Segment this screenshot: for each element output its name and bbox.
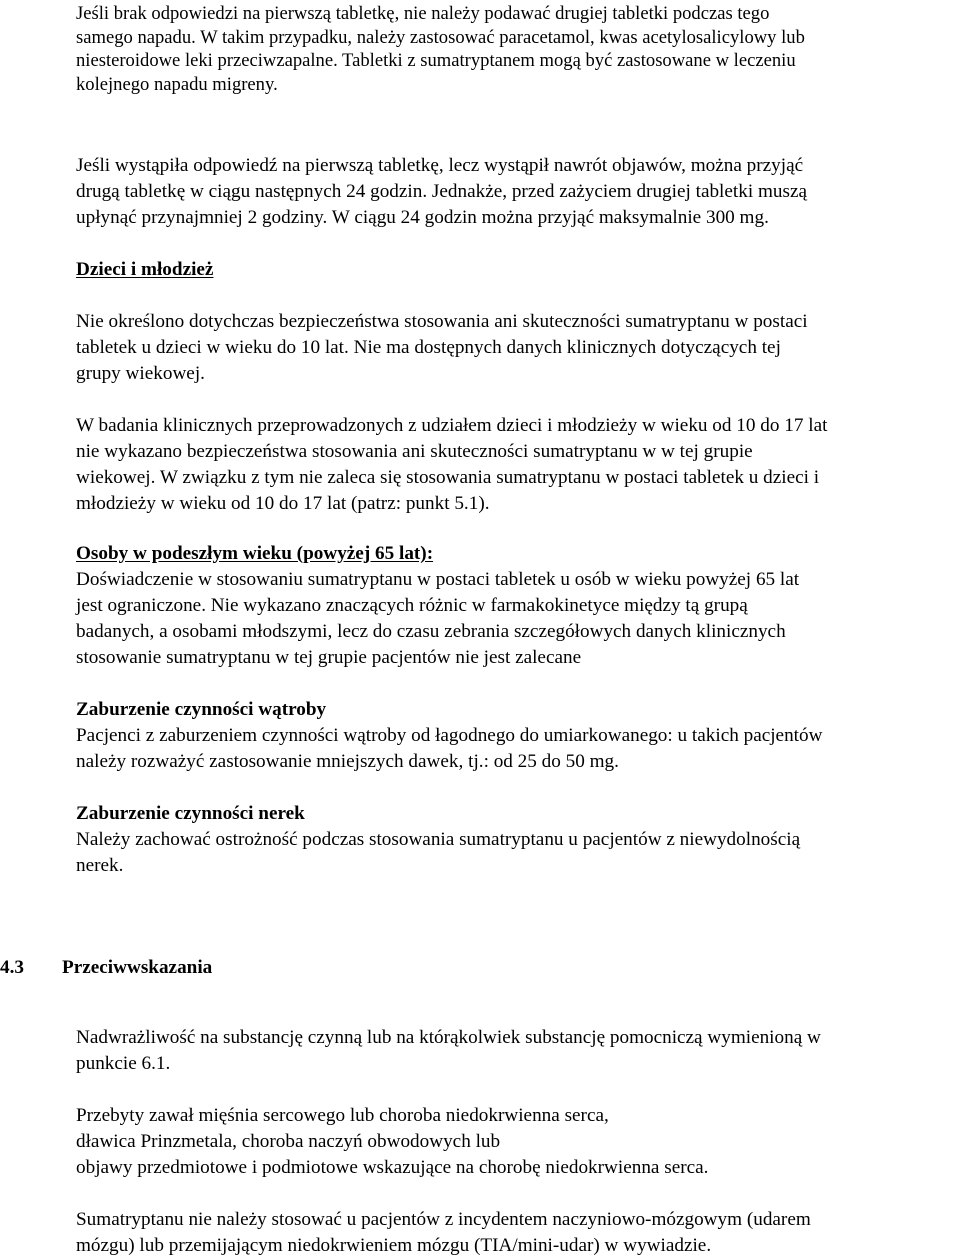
text-line: dławica Prinzmetala, choroba naczyń obwodowych lub (76, 1131, 501, 1152)
text-line: Sumatryptanu nie należy stosować u pacjentów z incydentem naczyniowo-mózgowym (udarem (76, 1209, 811, 1230)
elderly-heading: Osoby w podeszłym wieku (powyżej 65 lat): (76, 543, 434, 564)
text-line: Pacjenci z zaburzeniem czynności wątroby od łagodnego do umiarkowanego: u takich pacjentów (76, 725, 823, 746)
text-line: wiekowej. W związku z tym nie zaleca się stosowania sumatryptanu w postaci tabletek u dzieci i (76, 467, 820, 488)
text-line: nerek. (76, 855, 124, 876)
text-line: kolejnego napadu migreny. (76, 73, 278, 95)
section-number: 4.3 (0, 957, 24, 978)
text-line: niesteroidowe leki przeciwzapalne. Tabletki z sumatryptanem mogą być zastosowane w leczeniu (76, 50, 796, 71)
text-line: stosowanie sumatryptanu w tej grupie pacjentów nie jest zalecane (76, 647, 582, 668)
paragraph-children-trials (76, 413, 956, 517)
text-line: drugą tabletkę w ciągu następnych 24 godzin. Jednakże, przed zażyciem drugiej tabletki muszą (76, 181, 807, 202)
paragraph-elderly (76, 567, 956, 671)
paragraph-children-safety (76, 309, 956, 387)
text-line: nie wykazano bezpieczeństwa stosowania ani skuteczności sumatryptanu w w tej grupie (76, 441, 753, 462)
text-line: Należy zachować ostrożność podczas stosowania sumatryptanu u pacjentów z niewydolnością (76, 829, 801, 850)
text-line: Przebyty zawał mięśnia sercowego lub choroba niedokrwienna serca, (76, 1105, 609, 1126)
children-heading: Dzieci i młodzież (76, 259, 214, 280)
liver-heading: Zaburzenie czynności wątroby (76, 699, 327, 720)
paragraph-no-response (76, 2, 956, 96)
text-line: badanych, a osobami młodszymi, lecz do czasu zebrania szczegółowych danych klinicznych (76, 621, 786, 642)
paragraph-second-tablet (76, 153, 956, 231)
text-line: Jeśli wystąpiła odpowiedź na pierwszą tabletkę, lecz wystąpił nawrót objawów, można przyjąć (76, 155, 804, 176)
text-line: jest ograniczone. Nie wykazano znaczących różnic w farmakokinetyce między tą grupą (76, 595, 748, 616)
paragraph-stroke (76, 1207, 956, 1259)
text-line: Jeśli brak odpowiedzi na pierwszą tabletkę, nie należy podawać drugiej tabletki podczas tego (76, 3, 770, 24)
text-line: W badania klinicznych przeprowadzonych z udziałem dzieci i młodzieży w wieku od 10 do 17 lat (76, 415, 828, 436)
paragraph-hypersensitivity (76, 1025, 956, 1077)
text-line: Nadwrażliwość na substancję czynną lub na którąkolwiek substancję pomocniczą wymienioną w (76, 1027, 821, 1048)
text-line: punkcie 6.1. (76, 1053, 171, 1074)
paragraph-kidney (76, 827, 956, 879)
text-line: grupy wiekowej. (76, 363, 205, 384)
text-line: należy rozważyć zastosowanie mniejszych dawek, tj.: od 25 do 50 mg. (76, 751, 619, 772)
text-line: Doświadczenie w stosowaniu sumatryptanu w postaci tabletek u osób w wieku powyżej 65 lat (76, 569, 800, 590)
kidney-heading: Zaburzenie czynności nerek (76, 803, 305, 824)
text-line: objawy przedmiotowe i podmiotowe wskazujące na chorobę niedokrwienna serca. (76, 1157, 709, 1178)
paragraph-liver (76, 723, 956, 775)
text-line: samego napadu. W takim przypadku, należy zastosować paracetamol, kwas acetylosalicylowy lub (76, 26, 805, 48)
text-line: tabletek u dzieci w wieku do 10 lat. Nie ma dostępnych danych klinicznych dotyczących tej (76, 337, 781, 358)
text-line: Nie określono dotychczas bezpieczeństwa stosowania ani skuteczności sumatryptanu w postaci (76, 311, 808, 332)
text-line: mózgu) lub przemijającym niedokrwieniem mózgu (TIA/mini-udar) w wywiadzie. (76, 1235, 712, 1256)
paragraph-cardiac (76, 1103, 956, 1181)
section-title: Przeciwwskazania (62, 957, 213, 978)
text-line: młodzieży w wieku od 10 do 17 lat (patrz: punkt 5.1). (76, 493, 490, 514)
text-line: upłynąć przynajmniej 2 godziny. W ciągu 24 godzin można przyjąć maksymalnie 300 mg. (76, 207, 769, 228)
